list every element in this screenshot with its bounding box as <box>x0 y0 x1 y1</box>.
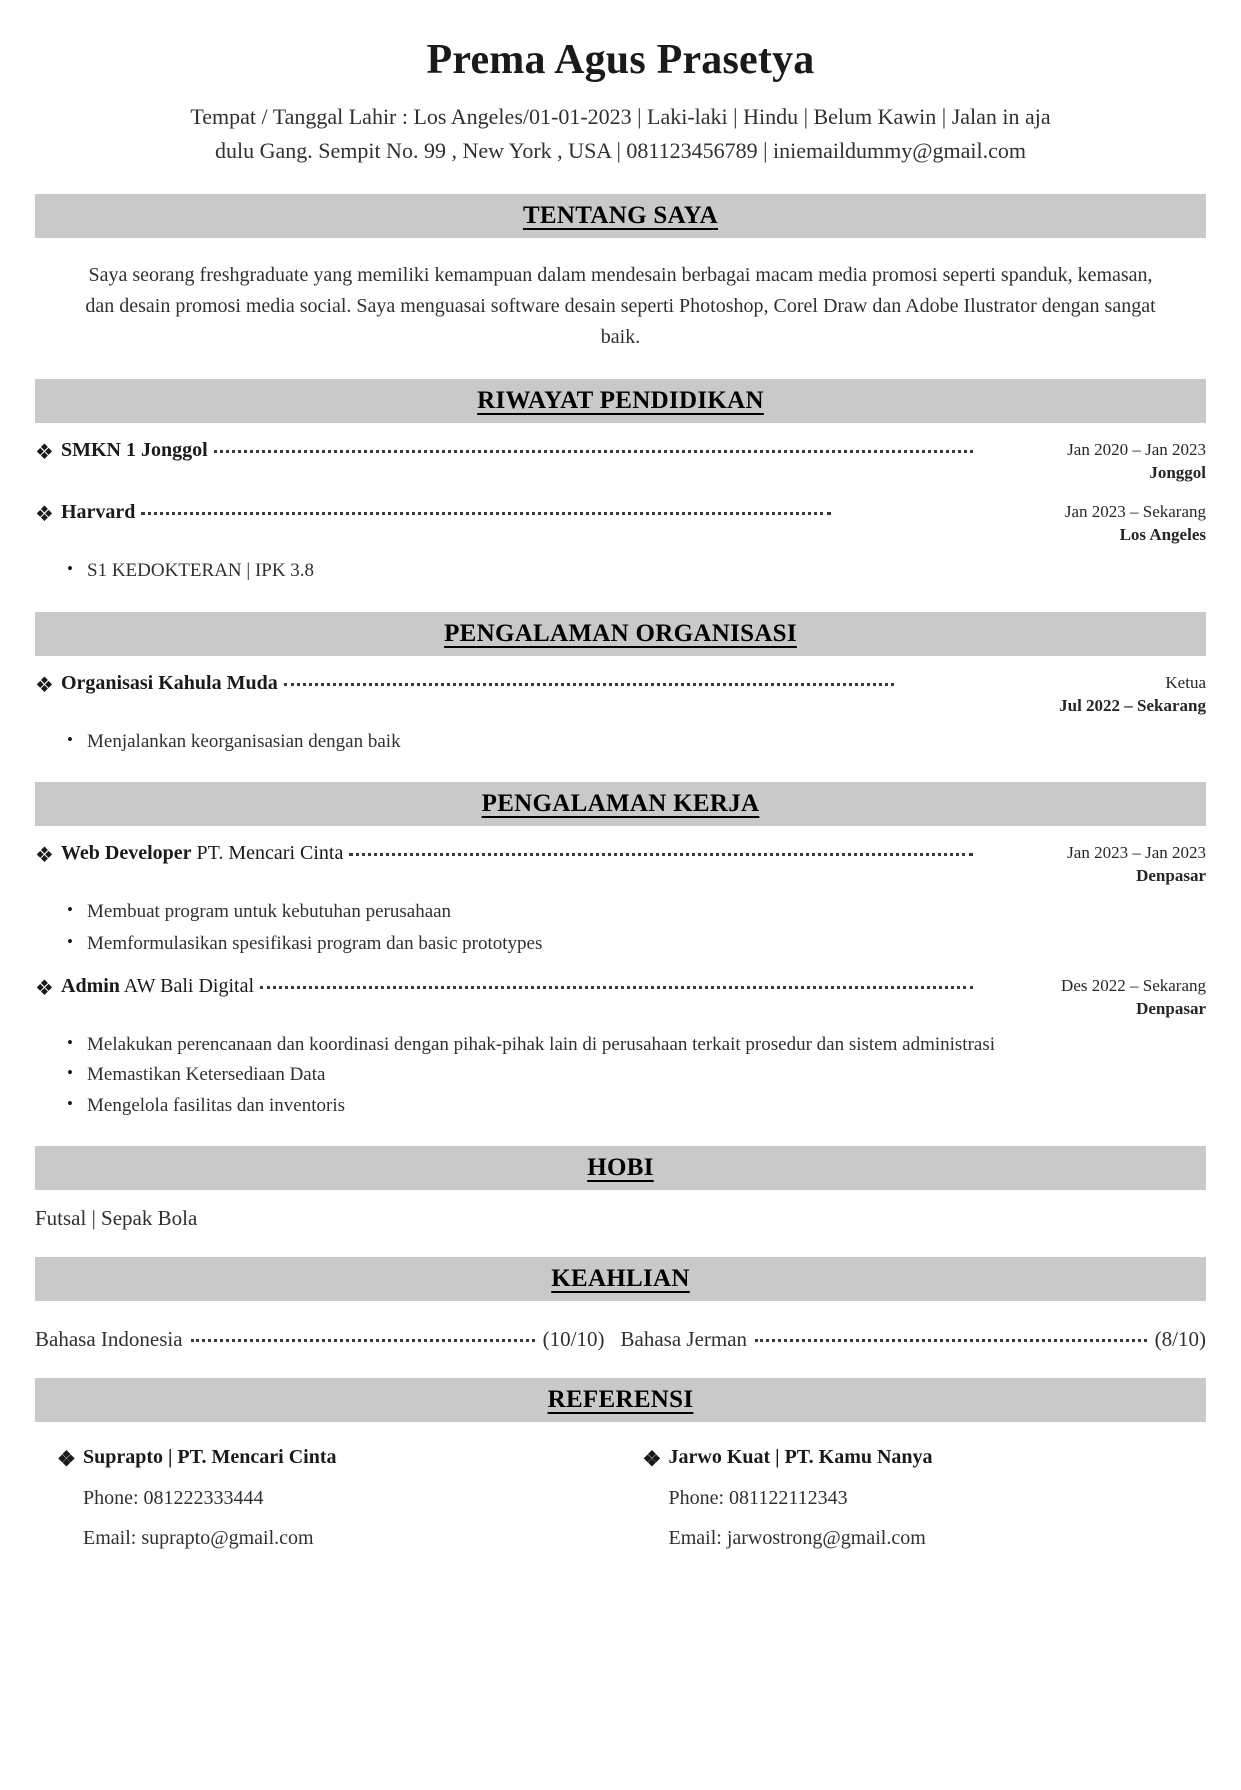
work-entry <box>35 975 1206 1021</box>
organization-entry-role: Ketua <box>1165 672 1206 692</box>
work-entry-main <box>61 842 991 865</box>
education-entry-title: SMKN 1 Jonggol <box>61 439 208 462</box>
reference-item <box>35 1446 621 1551</box>
section-title-work: PENGALAMAN KERJA <box>481 790 760 818</box>
work-entry-dates: Des 2022 – Sekarang <box>1061 975 1206 995</box>
section-title-references: REFERENSI <box>547 1386 694 1414</box>
list-item: • Mengelola fasilitas dan inventoris <box>35 1092 1206 1121</box>
contact-line-2: dulu Gang. Sempit No. 99 , New York , USA | 081123456789 | iniemaildummy@gmail.com <box>214 138 1027 164</box>
work-entry <box>35 842 1206 888</box>
organization-entry-dates: Jul 2022 – Sekarang <box>1059 695 1206 715</box>
dotted-leader <box>191 1339 535 1342</box>
dotted-leader <box>260 986 973 989</box>
education-entry-main <box>61 501 991 524</box>
candidate-name: Prema Agus Prasetya <box>426 37 815 83</box>
section-header-hobby <box>35 1146 1206 1190</box>
education-entry-main <box>61 439 991 462</box>
references-list <box>35 1446 1206 1551</box>
organization-entry-meta <box>991 672 1206 718</box>
work-entry-location: Denpasar <box>1136 998 1206 1018</box>
section-header-references <box>35 1378 1206 1422</box>
list-item: • Memastikan Ketersediaan Data <box>35 1061 1206 1090</box>
dotted-leader <box>214 450 973 453</box>
dotted-leader <box>755 1339 1147 1342</box>
diamond-bullet-icon: ❖ <box>57 1447 76 1472</box>
list-item: • Melakukan perencanaan dan koordinasi dengan pihak-pihak lain di perusahaan terkait prosedur dan sistem administrasi <box>35 1031 1206 1060</box>
work-entry-title: Admin AW Bali Digital <box>61 974 255 997</box>
section-header-skills <box>35 1257 1206 1301</box>
education-entry <box>35 439 1206 485</box>
reference-header <box>57 1446 621 1471</box>
organization-list <box>35 672 1206 756</box>
section-title-skills: KEAHLIAN <box>551 1265 690 1293</box>
work-entry-title: Web Developer PT. Mencari Cinta <box>61 842 344 865</box>
section-title-about: TENTANG SAYA <box>522 202 719 230</box>
organization-entry-title: Organisasi Kahula Muda <box>61 671 278 694</box>
education-entry-dates: Jan 2023 – Sekarang <box>1064 502 1206 522</box>
contact-details <box>156 100 1086 168</box>
diamond-bullet-icon: ❖ <box>35 502 54 527</box>
hobby-body: Futsal | Sepak Bola <box>35 1206 198 1231</box>
education-entry-title: Harvard <box>61 501 136 524</box>
dotted-leader <box>284 683 894 686</box>
skill-rating: (8/10) <box>1154 1327 1206 1352</box>
organization-entry-main <box>61 672 991 695</box>
reference-email: Email: suprapto@gmail.com <box>83 1526 314 1549</box>
work-entry-meta <box>991 975 1206 1021</box>
reference-email: Email: jarwostrong@gmail.com <box>668 1526 926 1549</box>
organization-entry <box>35 672 1206 718</box>
education-entry-meta <box>991 501 1206 547</box>
organization-detail-list <box>35 728 1206 757</box>
education-list <box>35 439 1206 585</box>
list-item: • S1 KEDOKTERAN | IPK 3.8 <box>35 557 1206 586</box>
diamond-bullet-icon: ❖ <box>35 975 54 1000</box>
section-title-education: RIWAYAT PENDIDIKAN <box>477 387 764 415</box>
work-entry-main <box>61 975 991 998</box>
education-entry-location: Los Angeles <box>1119 525 1206 545</box>
diamond-bullet-icon: ❖ <box>35 440 54 465</box>
resume-page <box>0 36 1241 1790</box>
diamond-bullet-icon: ❖ <box>35 672 54 697</box>
contact-line-1: Tempat / Tanggal Lahir : Los Angeles/01-01-2023 | Laki-laki | Hindu | Belum Kawin | Jalan in aja <box>190 104 1051 130</box>
skill-name: Bahasa Jerman <box>620 1327 748 1352</box>
section-header-organization <box>35 612 1206 656</box>
list-item: • Memformulasikan spesifikasi program dan basic prototypes <box>35 930 1206 959</box>
dotted-leader <box>349 853 973 856</box>
work-entry-dates: Jan 2023 – Jan 2023 <box>1067 843 1206 863</box>
skill-item <box>35 1327 621 1352</box>
reference-name: Suprapto | PT. Mencari Cinta <box>83 1446 337 1469</box>
section-header-work <box>35 782 1206 826</box>
reference-item <box>621 1446 1207 1551</box>
reference-phone: Phone: 081122112343 <box>668 1486 848 1509</box>
diamond-bullet-icon: ❖ <box>35 843 54 868</box>
dotted-leader <box>141 512 831 515</box>
skills-list <box>35 1327 1206 1352</box>
reference-name: Jarwo Kuat | PT. Kamu Nanya <box>668 1446 933 1469</box>
education-entry-dates: Jan 2020 – Jan 2023 <box>1067 440 1206 460</box>
list-item: • Membuat program untuk kebutuhan perusahaan <box>35 898 1206 927</box>
list-item: • Menjalankan keorganisasian dengan baik <box>35 728 1206 757</box>
section-header-about <box>35 194 1206 238</box>
skill-item <box>621 1327 1207 1352</box>
work-entry-location: Denpasar <box>1136 866 1206 886</box>
section-title-hobby: HOBI <box>587 1154 654 1182</box>
work-list <box>35 842 1206 1120</box>
education-entry-location: Jonggol <box>1149 463 1206 483</box>
section-header-education <box>35 379 1206 423</box>
education-entry <box>35 501 1206 547</box>
education-entry-meta <box>991 439 1206 485</box>
skill-name: Bahasa Indonesia <box>35 1327 183 1352</box>
diamond-bullet-icon: ❖ <box>642 1447 662 1472</box>
about-body: Saya seorang freshgraduate yang memiliki kemampuan dalam mendesain berbagai macam media promosi seperti spanduk, kemasan, dan desain promosi media social. Saya menguasai software desain seperti Photoshop, Corel Draw dan Adobe Ilustrator dengan sangat baik. <box>85 264 1156 349</box>
section-title-organization: PENGALAMAN ORGANISASI <box>444 619 797 647</box>
education-detail-list <box>35 557 1206 586</box>
work-detail-list <box>35 898 1206 959</box>
work-detail-list <box>35 1031 1206 1121</box>
skill-rating: (10/10) <box>542 1327 605 1352</box>
reference-phone: Phone: 081222333444 <box>83 1486 264 1509</box>
work-entry-meta <box>991 842 1206 888</box>
reference-header <box>643 1446 1207 1471</box>
